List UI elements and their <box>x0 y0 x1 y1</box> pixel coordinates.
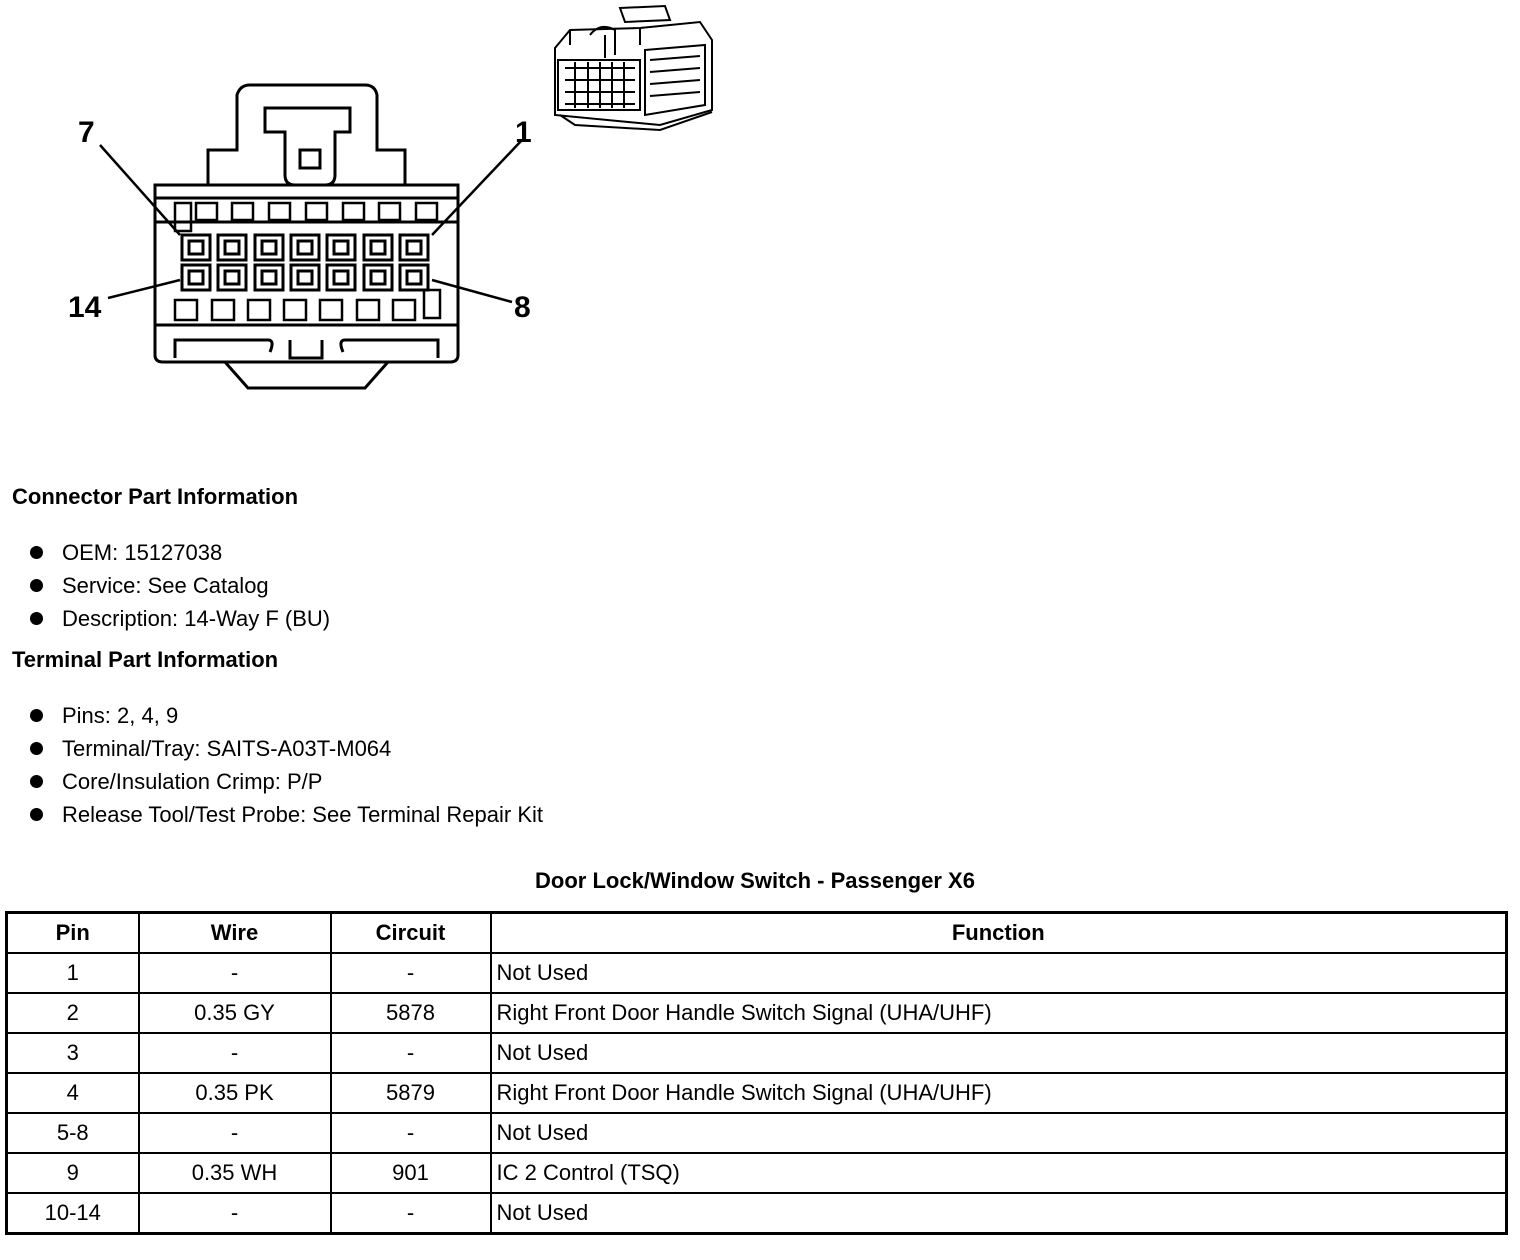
cell-wire: - <box>139 953 331 993</box>
bullet-icon <box>30 612 43 625</box>
table-row <box>7 953 1507 993</box>
cell-pin: 2 <box>7 993 139 1033</box>
pinout-table <box>5 911 1508 1235</box>
pin-cavity <box>291 265 319 290</box>
connector-info-list <box>30 536 330 635</box>
pin-label-1: 1 <box>515 116 532 149</box>
bullet-icon <box>30 709 43 722</box>
pin-cavity <box>364 235 392 260</box>
cell-circuit: 5878 <box>331 993 491 1033</box>
header-circuit: Circuit <box>331 913 491 954</box>
pin-cavity <box>400 235 428 260</box>
header-pin: Pin <box>7 913 139 954</box>
pin-cavity-inner <box>407 241 421 254</box>
table-row <box>7 1153 1507 1193</box>
table-row <box>7 1073 1507 1113</box>
cell-circuit: - <box>331 1033 491 1073</box>
pin-cavity <box>364 265 392 290</box>
connector-info-title: Connector Part Information <box>12 484 299 509</box>
cell-circuit: - <box>331 953 491 993</box>
pin-cavity-inner <box>407 271 421 284</box>
cell-circuit: - <box>331 1113 491 1153</box>
pin-cavity <box>218 265 246 290</box>
pin-label-14: 14 <box>68 291 102 324</box>
pin-cavity-inner <box>262 271 276 284</box>
pin-cavity-inner <box>334 241 348 254</box>
pin-cavity-inner <box>262 241 276 254</box>
cell-wire: 0.35 WH <box>139 1153 331 1193</box>
cell-pin: 3 <box>7 1033 139 1073</box>
pin-cavity <box>291 235 319 260</box>
list-item: Core/Insulation Crimp: P/P <box>30 765 543 798</box>
cell-function: Not Used <box>491 953 1507 993</box>
pin-cavity-inner <box>371 241 385 254</box>
bullet-icon <box>30 808 43 821</box>
bullet-icon <box>30 546 43 559</box>
terminal-info-title: Terminal Part Information <box>12 647 279 672</box>
pin-label-8: 8 <box>514 291 531 324</box>
cell-wire: 0.35 GY <box>139 993 331 1033</box>
cell-wire: - <box>139 1113 331 1153</box>
pin-cavity <box>182 235 210 260</box>
pin-cavity <box>255 235 283 260</box>
list-item: Release Tool/Test Probe: See Terminal Repair Kit <box>30 798 543 831</box>
list-item: Pins: 2, 4, 9 <box>30 699 543 732</box>
pin-cavity-inner <box>298 241 312 254</box>
cell-pin: 5-8 <box>7 1113 139 1153</box>
list-item: Description: 14-Way F (BU) <box>30 602 330 635</box>
connector-3d-view <box>555 6 712 130</box>
pin-cavity <box>327 265 355 290</box>
pin-cavity-inner <box>298 271 312 284</box>
cell-function: Not Used <box>491 1193 1507 1234</box>
cell-function: IC 2 Control (TSQ) <box>491 1153 1507 1193</box>
bullet-icon <box>30 742 43 755</box>
cell-circuit: - <box>331 1193 491 1234</box>
table-row <box>7 1193 1507 1234</box>
header-wire: Wire <box>139 913 331 954</box>
cell-wire: 0.35 PK <box>139 1073 331 1113</box>
pin-cavity-inner <box>189 271 203 284</box>
list-item: OEM: 15127038 <box>30 536 330 569</box>
table-row <box>7 993 1507 1033</box>
cell-wire: - <box>139 1033 331 1073</box>
cell-circuit: 901 <box>331 1153 491 1193</box>
cell-circuit: 5879 <box>331 1073 491 1113</box>
cell-function: Not Used <box>491 1113 1507 1153</box>
cell-function: Right Front Door Handle Switch Signal (UHA/UHF) <box>491 993 1507 1033</box>
list-item: Service: See Catalog <box>30 569 330 602</box>
cell-function: Right Front Door Handle Switch Signal (UHA/UHF) <box>491 1073 1507 1113</box>
table-row <box>7 1113 1507 1153</box>
pin-cavity <box>400 265 428 290</box>
cell-wire: - <box>139 1193 331 1234</box>
list-item: Terminal/Tray: SAITS-A03T-M064 <box>30 732 543 765</box>
pin-cavity-inner <box>189 241 203 254</box>
connector-diagram <box>0 0 760 400</box>
pin-cavity <box>327 235 355 260</box>
header-function: Function <box>491 913 1507 954</box>
pin-label-7: 7 <box>78 116 95 149</box>
table-header-row <box>7 913 1507 954</box>
table-title: Door Lock/Window Switch - Passenger X6 <box>535 868 975 893</box>
table-row <box>7 1033 1507 1073</box>
pin-cavity-inner <box>225 271 239 284</box>
pin-cavity <box>255 265 283 290</box>
bullet-icon <box>30 579 43 592</box>
cell-pin: 4 <box>7 1073 139 1113</box>
bullet-icon <box>30 775 43 788</box>
cell-pin: 9 <box>7 1153 139 1193</box>
pin-cavity-inner <box>225 241 239 254</box>
terminal-info-list <box>30 699 543 831</box>
cell-pin: 1 <box>7 953 139 993</box>
cell-function: Not Used <box>491 1033 1507 1073</box>
pin-cavity <box>218 235 246 260</box>
pin-cavity-inner <box>371 271 385 284</box>
pin-cavity-inner <box>334 271 348 284</box>
pin-cavity <box>182 265 210 290</box>
cell-pin: 10-14 <box>7 1193 139 1234</box>
